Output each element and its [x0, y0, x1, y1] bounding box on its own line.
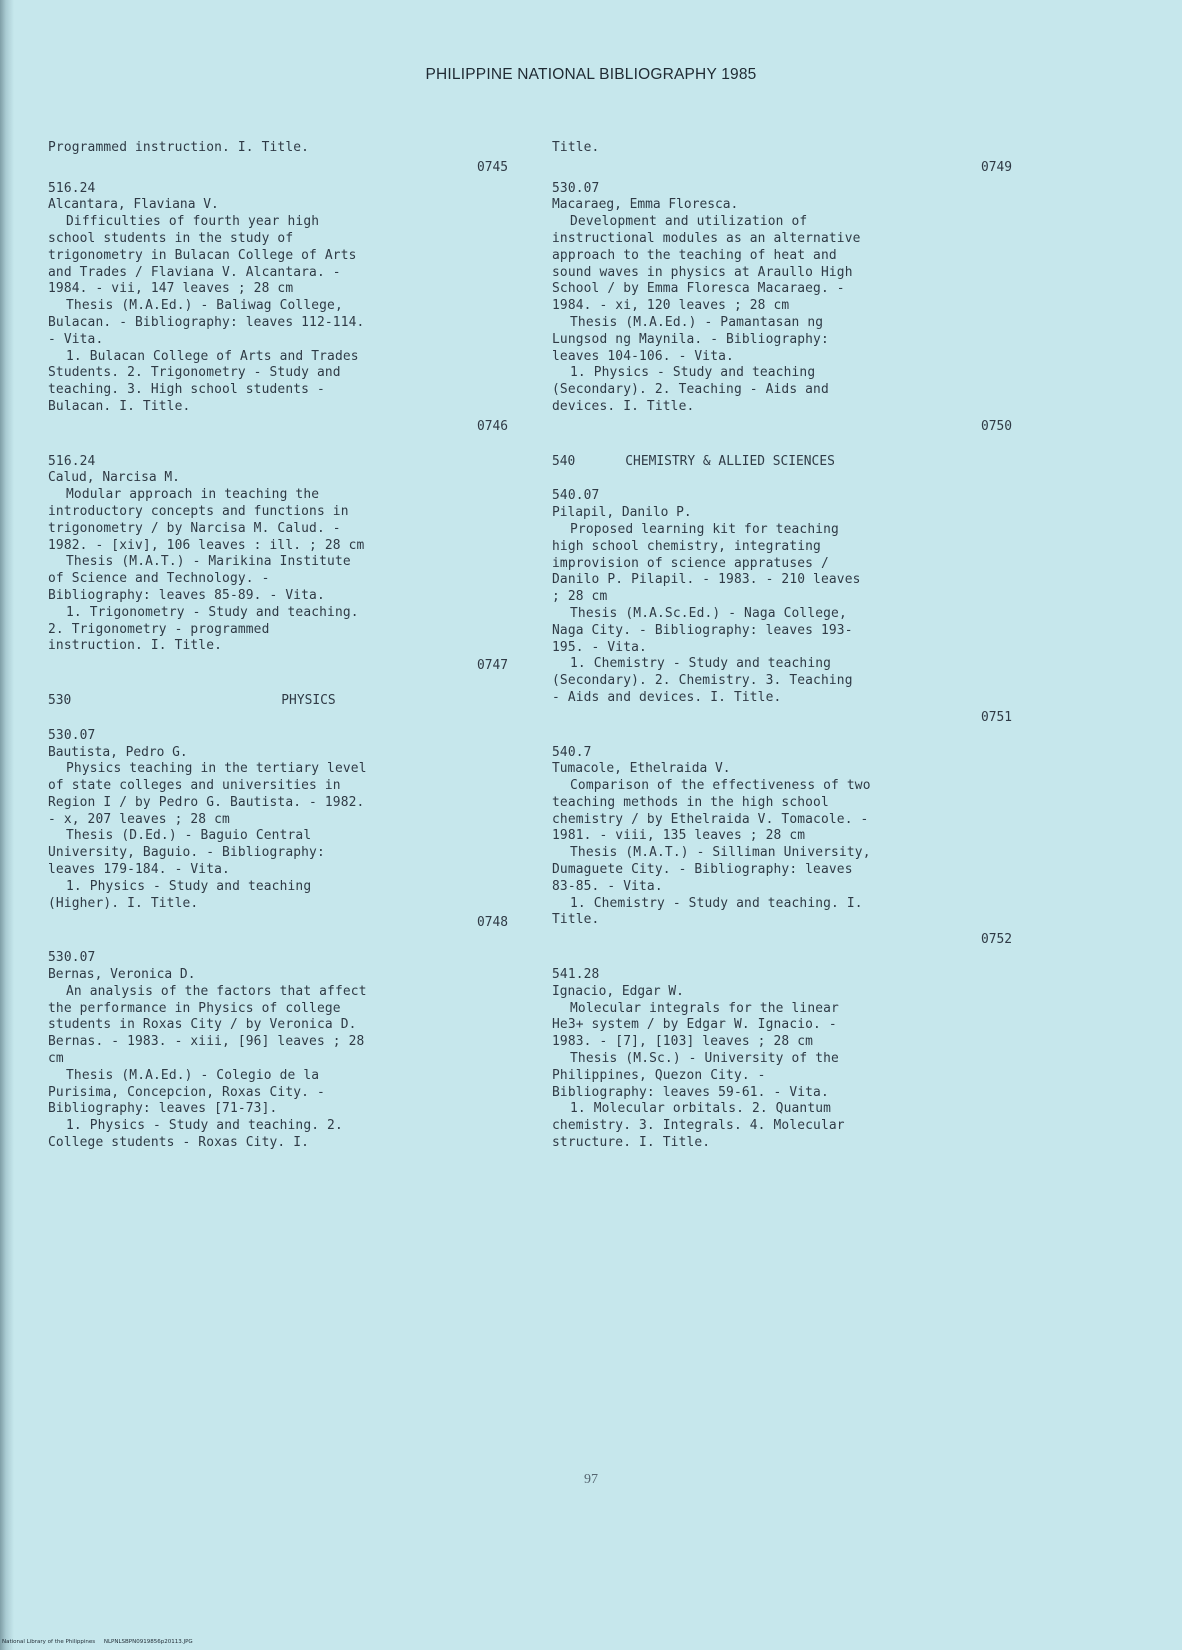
- catalog-entry: [552, 967, 1012, 1152]
- entry-line: improvision of science appratuses /: [552, 555, 829, 571]
- entry-line: 1. Physics - Study and teaching: [570, 365, 816, 381]
- entry-line: trigonometry in Bulacan College of Arts: [48, 247, 357, 263]
- entry-line: Dumaguete City. - Bibliography: leaves: [552, 862, 853, 878]
- entry-line: - Vita.: [48, 331, 104, 347]
- entry-line: Bibliography: leaves [71-73].: [48, 1101, 278, 1117]
- entry-line: Purisima, Concepcion, Roxas City. -: [48, 1084, 325, 1100]
- entry-line: of Science and Technology. -: [48, 571, 270, 587]
- entry-heading: Calud, Narcisa M.: [48, 470, 180, 486]
- entry-line: Naga City. - Bibliography: leaves 193-: [552, 622, 853, 638]
- scan-edge-shadow: [0, 0, 14, 1650]
- entry-line: chemistry. 3. Integrals. 4. Molecular: [552, 1118, 845, 1134]
- catalog-entry: [48, 454, 508, 675]
- entry-line: Thesis (M.A.Sc.Ed.) - Naga College,: [570, 605, 847, 621]
- entry-line: Bibliography: leaves 85-89. - Vita.: [48, 587, 325, 603]
- entry-line: Thesis (M.A.Ed.) - Colegio de la: [66, 1067, 320, 1083]
- entry-line: 1983. - [7], [103] leaves ; 28 cm: [552, 1034, 814, 1050]
- section-title: CHEMISTRY & ALLIED SCIENCES: [625, 453, 835, 469]
- class-number: 530.07: [552, 180, 600, 196]
- control-number: 0745: [476, 159, 508, 175]
- entry-line: Molecular integrals for the linear: [570, 1000, 839, 1016]
- entry-line: (Secondary). 2. Teaching - Aids and: [552, 382, 829, 398]
- entry-line: 2. Trigonometry - programmed: [48, 621, 270, 637]
- entry-line: the performance in Physics of college: [48, 1000, 341, 1016]
- entry-line: high school chemistry, integrating: [552, 538, 821, 554]
- section-title: PHYSICS: [281, 692, 336, 708]
- entry-line: introductory concepts and functions in: [48, 503, 349, 519]
- section-heading: [552, 454, 1012, 471]
- entry-line: school students in the study of: [48, 230, 294, 246]
- entry-line: - Aids and devices. I. Title.: [552, 689, 782, 705]
- entry-line: of state colleges and universities in: [48, 778, 341, 794]
- class-number: 516.24: [48, 453, 96, 469]
- entry-line: 1. Chemistry - Study and teaching: [570, 656, 832, 672]
- entry-line: Philippines, Quezon City. -: [552, 1067, 766, 1083]
- catalog-entry: [48, 728, 508, 933]
- control-number: 0746: [476, 418, 508, 434]
- entry-line: trigonometry / by Narcisa M. Calud. -: [48, 520, 341, 536]
- entry-line: 1. Bulacan College of Arts and Trades: [66, 348, 359, 364]
- class-number: 516.24: [48, 180, 96, 196]
- class-number: 540.07: [552, 488, 600, 504]
- entry-line: Thesis (M.A.T.) - Marikina Institute: [66, 554, 351, 570]
- catalog-entry: [552, 181, 1012, 436]
- entry-line: Region I / by Pedro G. Bautista. - 1982.: [48, 794, 365, 810]
- entry-heading: Ignacio, Edgar W.: [552, 983, 684, 999]
- entry-line: leaves 104-106. - Vita.: [552, 348, 734, 364]
- entry-line: Proposed learning kit for teaching: [570, 521, 839, 537]
- entry-line: Danilo P. Pilapil. - 1983. - 210 leaves: [552, 572, 861, 588]
- page-header: PHILIPPINE NATIONAL BIBLIOGRAPHY 1985: [425, 66, 757, 83]
- entry-line: (Higher). I. Title.: [48, 895, 199, 911]
- entry-line: 1981. - viii, 135 leaves ; 28 cm: [552, 828, 806, 844]
- control-number: 0748: [476, 915, 508, 931]
- entry-line: approach to the teaching of heat and: [552, 247, 837, 263]
- entry-line: University, Baguio. - Bibliography:: [48, 845, 325, 861]
- entry-line: Programmed instruction. I. Title.: [48, 140, 310, 155]
- entry-line: Thesis (M.A.T.) - Silliman University,: [570, 845, 871, 861]
- catalog-entry: [48, 181, 508, 436]
- control-number: 0751: [980, 709, 1012, 725]
- entry-line: 1. Molecular orbitals. 2. Quantum: [570, 1101, 832, 1117]
- right-column: [552, 140, 1012, 1170]
- section-heading: [48, 693, 508, 710]
- class-number: 530.07: [48, 727, 96, 743]
- entry-line: 1. Trigonometry - Study and teaching.: [66, 604, 359, 620]
- catalog-entry: [552, 488, 1012, 726]
- entry-heading: Macaraeg, Emma Floresca.: [552, 197, 739, 213]
- entry-line: instructional modules as an alternative: [552, 230, 861, 246]
- entry-line: 1982. - [xiv], 106 leaves : ill. ; 28 cm: [48, 537, 365, 553]
- entry-line: 1. Physics - Study and teaching. 2.: [66, 1118, 343, 1134]
- entry-line: Lungsod ng Maynila. - Bibliography:: [552, 331, 829, 347]
- entry-line: cm: [48, 1051, 64, 1067]
- entry-line: 1. Physics - Study and teaching: [66, 878, 312, 894]
- control-number: 0752: [980, 932, 1012, 948]
- entry-line: 83-85. - Vita.: [552, 878, 663, 894]
- entry-line: Modular approach in teaching the: [66, 487, 320, 503]
- catalog-entry: [552, 745, 1012, 950]
- entry-line: Thesis (M.A.Ed.) - Pamantasan ng: [570, 314, 824, 330]
- entry-line: 1984. - xi, 120 leaves ; 28 cm: [552, 298, 790, 314]
- entry-heading: Alcantara, Flaviana V.: [48, 197, 219, 213]
- entry-line: students in Roxas City / by Veronica D.: [48, 1017, 357, 1033]
- class-number: 530.07: [48, 950, 96, 966]
- entry-line: School / by Emma Floresca Macaraeg. -: [552, 281, 845, 297]
- page-number: 97: [584, 1472, 598, 1487]
- entry-line: Thesis (M.A.Ed.) - Baliwag College,: [66, 298, 343, 314]
- entry-line: 195. - Vita.: [552, 639, 647, 655]
- left-column: [48, 140, 508, 1170]
- entry-heading: Pilapil, Danilo P.: [552, 505, 692, 521]
- control-number: 0749: [980, 159, 1012, 175]
- entry-line: instruction. I. Title.: [48, 638, 223, 654]
- control-number: 0750: [980, 418, 1012, 434]
- entry-line: teaching. 3. High school students -: [48, 382, 325, 398]
- continuation-entry: [552, 140, 1012, 177]
- entry-line: Bibliography: leaves 59-61. - Vita.: [552, 1084, 829, 1100]
- section-number: 530: [48, 692, 72, 708]
- entry-line: Title.: [552, 140, 600, 155]
- class-number: 540.7: [552, 744, 592, 760]
- entry-line: - x, 207 leaves ; 28 cm: [48, 811, 230, 827]
- entry-line: devices. I. Title.: [552, 398, 695, 414]
- catalog-entry: [48, 950, 508, 1152]
- entry-line: Difficulties of fourth year high: [66, 214, 320, 230]
- entry-line: Bernas. - 1983. - xiii, [96] leaves ; 28: [48, 1034, 365, 1050]
- entry-line: structure. I. Title.: [552, 1135, 711, 1151]
- entry-heading: Tumacole, Ethelraida V.: [552, 761, 731, 777]
- entry-line: Physics teaching in the tertiary level: [66, 761, 367, 777]
- entry-line: 1. Chemistry - Study and teaching. I.: [570, 895, 863, 911]
- section-number: 540: [552, 453, 576, 469]
- entry-line: Thesis (M.Sc.) - University of the: [570, 1051, 839, 1067]
- entry-line: Students. 2. Trigonometry - Study and: [48, 365, 341, 381]
- continuation-entry: [48, 140, 508, 177]
- entry-line: Development and utilization of: [570, 214, 808, 230]
- entry-line: Thesis (D.Ed.) - Baguio Central: [66, 828, 312, 844]
- entry-line: sound waves in physics at Araullo High: [552, 264, 853, 280]
- entry-line: leaves 179-184. - Vita.: [48, 862, 230, 878]
- entry-line: Title.: [552, 912, 600, 928]
- entry-line: Bulacan. - Bibliography: leaves 112-114.: [48, 314, 365, 330]
- class-number: 541.28: [552, 967, 600, 983]
- entry-line: and Trades / Flaviana V. Alcantara. -: [48, 264, 341, 280]
- entry-line: 1984. - vii, 147 leaves ; 28 cm: [48, 281, 294, 297]
- entry-line: College students - Roxas City. I.: [48, 1135, 310, 1151]
- entry-line: Comparison of the effectiveness of two: [570, 778, 871, 794]
- entry-heading: Bernas, Veronica D.: [48, 967, 196, 983]
- entry-heading: Bautista, Pedro G.: [48, 744, 188, 760]
- scan-credit: National Library of the Philippines NLPNLSBPN0919856p20113.JPG: [2, 1639, 193, 1645]
- entry-line: (Secondary). 2. Chemistry. 3. Teaching: [552, 673, 853, 689]
- entry-line: He3+ system / by Edgar W. Ignacio. -: [552, 1017, 837, 1033]
- entry-line: chemistry / by Ethelraida V. Tomacole. -: [552, 811, 869, 827]
- entry-line: ; 28 cm: [552, 589, 608, 605]
- entry-line: Bulacan. I. Title.: [48, 398, 191, 414]
- entry-line: An analysis of the factors that affect: [66, 983, 367, 999]
- control-number: 0747: [476, 658, 508, 674]
- entry-line: teaching methods in the high school: [552, 794, 829, 810]
